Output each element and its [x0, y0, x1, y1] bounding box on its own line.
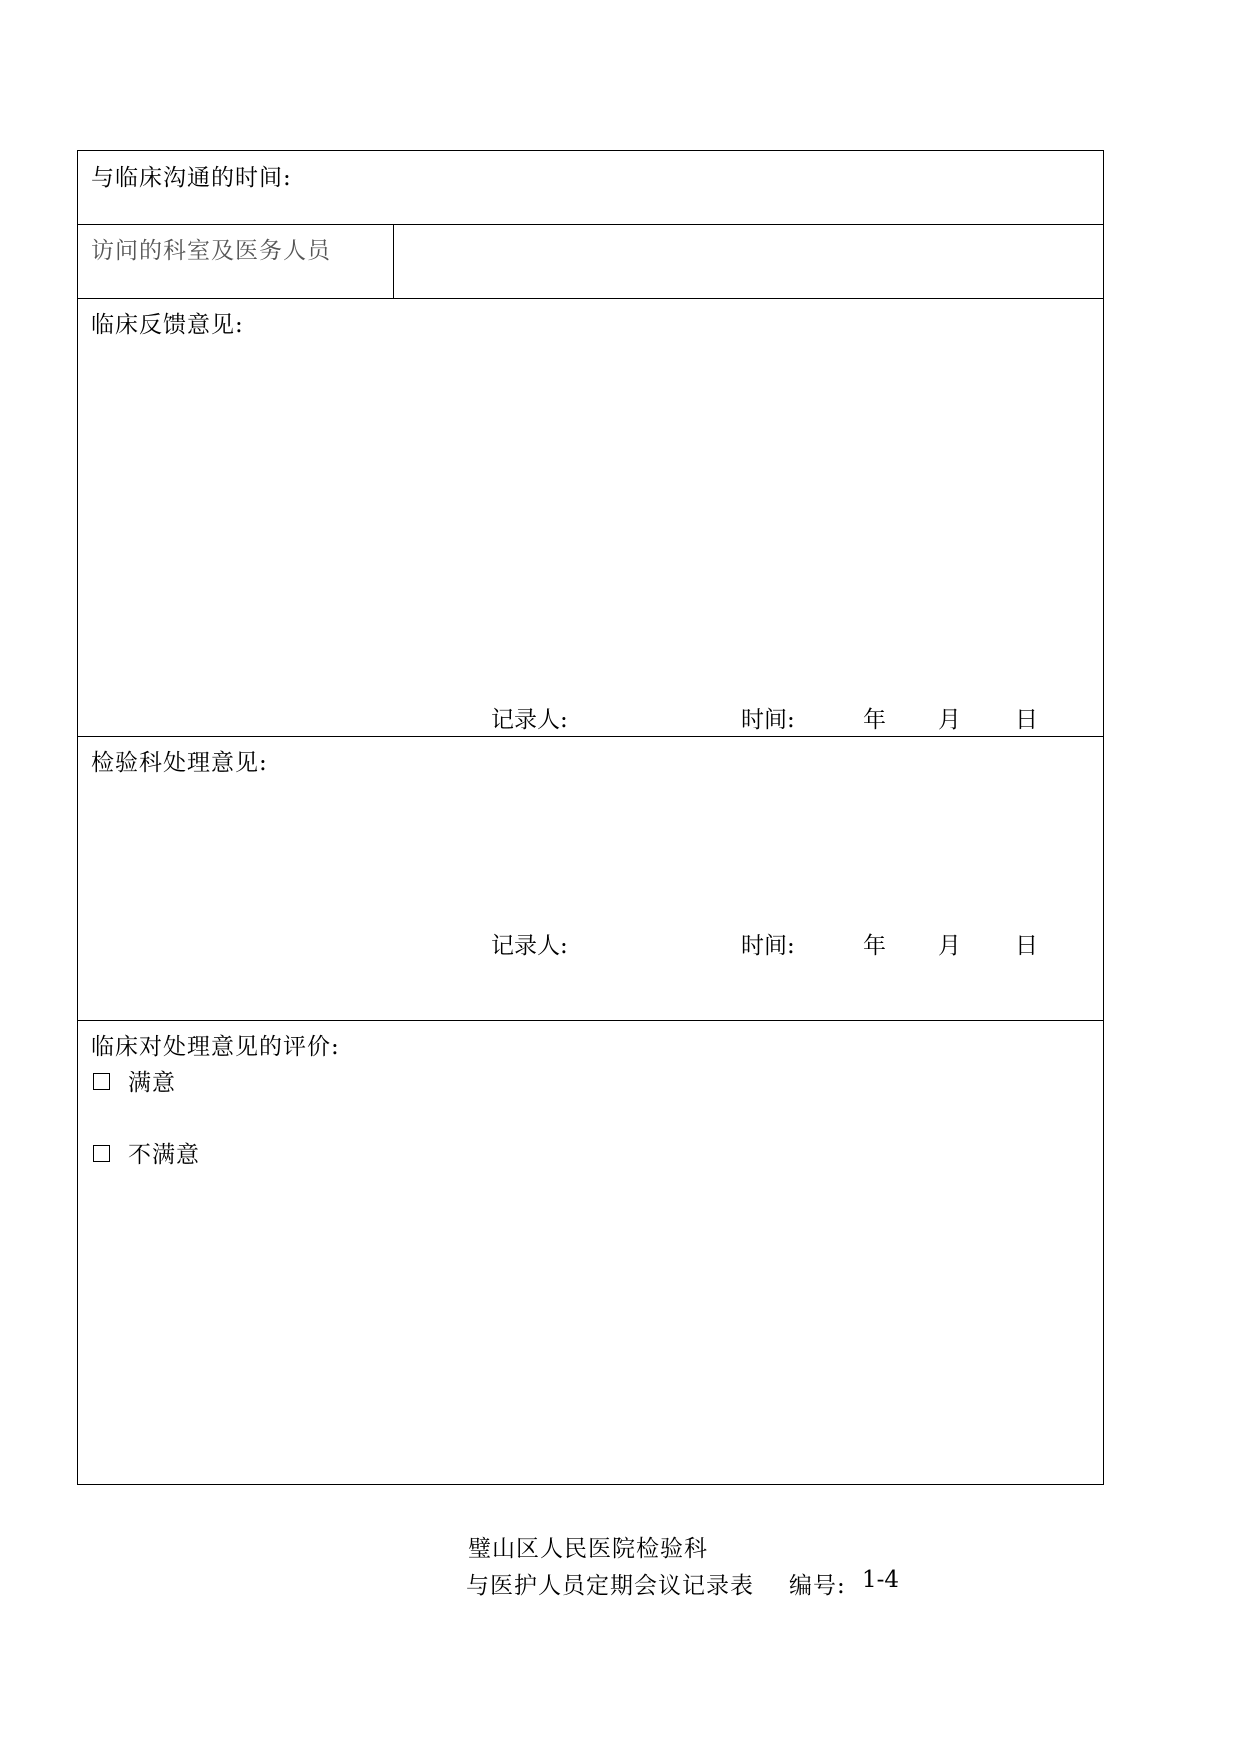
unsatisfied-checkbox[interactable] [93, 1145, 110, 1162]
feedback-time-label: 时间: [741, 707, 795, 733]
dept-staff-field[interactable] [396, 225, 1103, 298]
unsatisfied-label: 不满意 [128, 1142, 200, 1168]
lab-month-label: 月 [938, 933, 961, 959]
satisfied-label: 满意 [128, 1070, 176, 1096]
comm-time-row [78, 151, 1103, 225]
footer-org: 璧山区人民医院检验科 [468, 1536, 708, 1562]
feedback-row [78, 299, 1103, 737]
footer-form-title: 与医护人员定期会议记录表 [466, 1573, 754, 1599]
dept-staff-divider [393, 225, 394, 298]
lab-day-label: 日 [1015, 933, 1038, 959]
feedback-month-label: 月 [938, 707, 961, 733]
evaluation-row [78, 1021, 1103, 1483]
lab-time-label: 时间: [741, 933, 795, 959]
footer-code-label: 编号: [789, 1573, 846, 1599]
dept-staff-row [78, 225, 1103, 299]
feedback-year-label: 年 [863, 707, 886, 733]
lab-year-label: 年 [863, 933, 886, 959]
dept-staff-label: 访问的科室及医务人员 [91, 238, 331, 264]
evaluation-label: 临床对处理意见的评价: [91, 1034, 340, 1060]
feedback-label: 临床反馈意见: [91, 312, 244, 338]
satisfied-checkbox[interactable] [93, 1073, 110, 1090]
feedback-recorder-label: 记录人: [491, 707, 568, 733]
lab-opinion-row [78, 737, 1103, 1021]
record-form [77, 150, 1104, 1485]
comm-time-label: 与临床沟通的时间: [91, 165, 292, 191]
feedback-field[interactable] [78, 339, 1103, 696]
footer-code-value: 1-4 [862, 1567, 900, 1593]
lab-opinion-field[interactable] [78, 777, 1103, 940]
lab-recorder-label: 记录人: [491, 933, 568, 959]
feedback-day-label: 日 [1015, 707, 1038, 733]
lab-opinion-label: 检验科处理意见: [91, 750, 268, 776]
